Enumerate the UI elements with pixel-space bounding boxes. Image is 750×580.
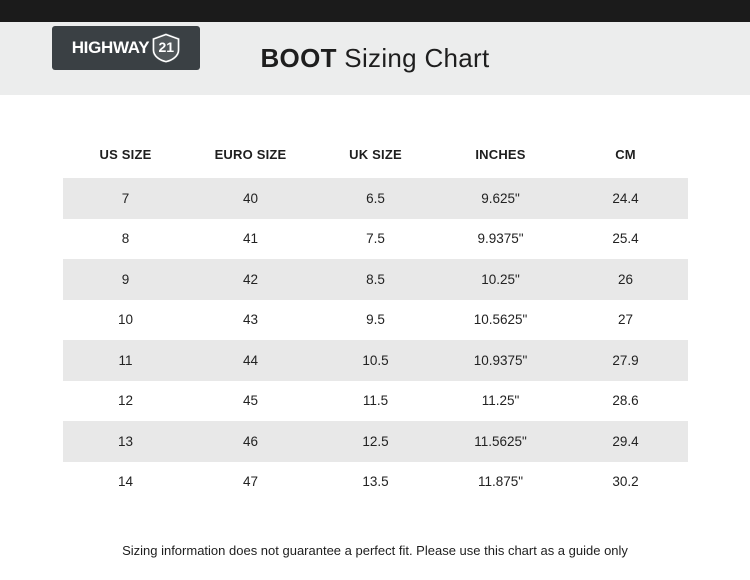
cell-uk-size: 8.5 <box>313 259 438 300</box>
table-row <box>63 340 688 381</box>
cell-inches: 11.25" <box>438 381 563 422</box>
page-title-bold: BOOT <box>260 43 337 73</box>
cell-uk-size: 6.5 <box>313 178 438 219</box>
cell-inches: 11.5625" <box>438 421 563 462</box>
cell-uk-size: 10.5 <box>313 340 438 381</box>
cell-uk-size: 11.5 <box>313 381 438 422</box>
column-header-cm: CM <box>563 130 688 178</box>
table-row <box>63 259 688 300</box>
cell-euro-size: 42 <box>188 259 313 300</box>
table-row <box>63 219 688 260</box>
cell-inches: 10.5625" <box>438 300 563 341</box>
sizing-table-container <box>63 130 688 502</box>
cell-us-size: 8 <box>63 219 188 260</box>
page-header <box>0 0 750 95</box>
cell-euro-size: 43 <box>188 300 313 341</box>
header-top-bar <box>0 0 750 22</box>
column-header-euro-size: EURO SIZE <box>188 130 313 178</box>
cell-us-size: 10 <box>63 300 188 341</box>
cell-cm: 29.4 <box>563 421 688 462</box>
cell-cm: 28.6 <box>563 381 688 422</box>
brand-logo-text: HIGHWAY <box>71 38 150 57</box>
cell-cm: 30.2 <box>563 462 688 503</box>
cell-us-size: 9 <box>63 259 188 300</box>
cell-euro-size: 47 <box>188 462 313 503</box>
brand-logo-number: 21 <box>158 39 175 55</box>
cell-inches: 11.875" <box>438 462 563 503</box>
sizing-table-body <box>63 178 688 502</box>
sizing-table <box>63 130 688 502</box>
column-header-inches: INCHES <box>438 130 563 178</box>
cell-inches: 9.625" <box>438 178 563 219</box>
cell-cm: 27.9 <box>563 340 688 381</box>
cell-cm: 24.4 <box>563 178 688 219</box>
cell-inches: 9.9375" <box>438 219 563 260</box>
cell-euro-size: 44 <box>188 340 313 381</box>
table-row <box>63 462 688 503</box>
cell-us-size: 13 <box>63 421 188 462</box>
cell-cm: 27 <box>563 300 688 341</box>
cell-uk-size: 9.5 <box>313 300 438 341</box>
disclaimer-text: Sizing information does not guarantee a perfect fit. Please use this chart as a guide only <box>122 543 628 558</box>
cell-inches: 10.9375" <box>438 340 563 381</box>
cell-us-size: 7 <box>63 178 188 219</box>
cell-us-size: 12 <box>63 381 188 422</box>
cell-uk-size: 7.5 <box>313 219 438 260</box>
cell-euro-size: 45 <box>188 381 313 422</box>
table-row <box>63 421 688 462</box>
cell-inches: 10.25" <box>438 259 563 300</box>
table-row <box>63 178 688 219</box>
table-header-row <box>63 130 688 178</box>
cell-cm: 26 <box>563 259 688 300</box>
cell-euro-size: 46 <box>188 421 313 462</box>
cell-uk-size: 13.5 <box>313 462 438 503</box>
cell-euro-size: 41 <box>188 219 313 260</box>
sizing-table-head <box>63 130 688 178</box>
cell-cm: 25.4 <box>563 219 688 260</box>
table-row <box>63 381 688 422</box>
column-header-uk-size: UK SIZE <box>313 130 438 178</box>
table-row <box>63 300 688 341</box>
cell-us-size: 14 <box>63 462 188 503</box>
cell-uk-size: 12.5 <box>313 421 438 462</box>
page-title-rest: Sizing Chart <box>336 43 490 73</box>
column-header-us-size: US SIZE <box>63 130 188 178</box>
page-title <box>0 43 750 74</box>
cell-euro-size: 40 <box>188 178 313 219</box>
cell-us-size: 11 <box>63 340 188 381</box>
